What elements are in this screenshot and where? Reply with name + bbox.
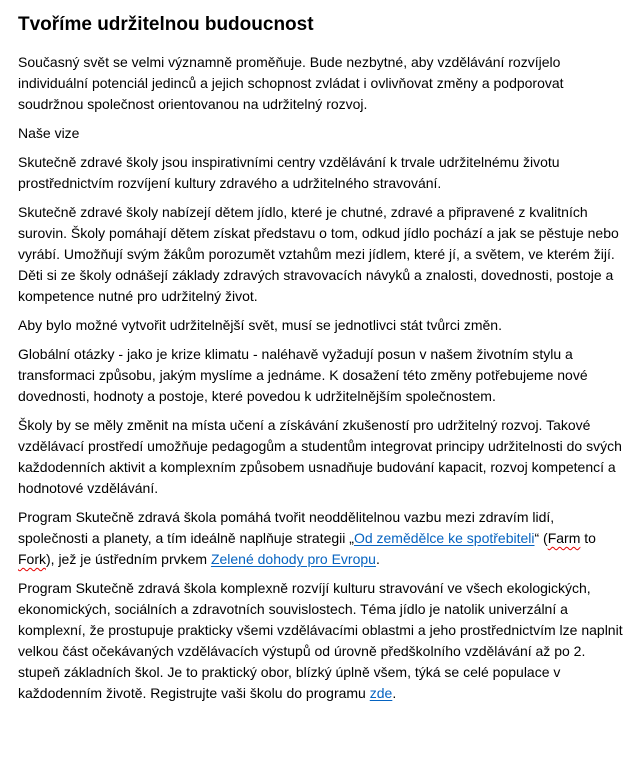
hyperlink[interactable]: zde [369,685,393,701]
text-run: Skutečně zdravé školy nabízejí dětem jídlo, které je chutné, zdravé a připravené z kvalitních surovin. Školy pomáhají dětem získat představu o tom, odkud jídlo pochází a jak se pěstuje nebo vyrábí. Umožňují svým žákům porozumět vztahům mezi jídlem, které jí, a světem, ve kterém žijí. Děti si ze školy odnášejí základy zdravých stravovacích návyků a znalosti, dovednosti, postoje a kompetence nutné pro udržitelný život. [18,204,619,304]
misspelled-word: Farm [547,530,581,546]
text-run: Školy by se měly změnit na místa učení a získávání zkušeností pro udržitelný rozvoj. Takové vzdělávací prostředí umožňuje pedagogům a studentům integrovat principy udržitelnosti do svých každodenních aktivit a komplexním způsobem usnadňuje budování kapacit, rozvoj kompetencí a hodnotové vzdělávání. [18,417,622,496]
text-run: Naše vize [18,125,80,141]
paragraph [18,123,625,144]
text-run: to [580,530,596,546]
text-run: ), jež je ústředním prvkem [46,551,211,567]
text-run: Program Skutečně zdravá škola komplexně rozvíjí kulturu stravování ve všech ekologických, ekonomických, sociálních a zdravotních souvislostech. Téma jídlo je natolik univerzální a komplexní, že prostupuje prakticky všemi vzdělávacími oblastmi a jeho prostřednictvím lze naplnit velkou část očekávaných vzdělávacích výstupů od úrovně předškolního vzdělávání až po 2. stupeň základních škol. Je to praktický obor, blízký úplně všem, týká se celé populace v každodenním životě. Registrujte vaši školu do programu [18,580,623,701]
text-run: . [392,685,397,701]
paragraph [18,152,625,194]
hyperlink[interactable]: Od zemědělce ke spotřebiteli [353,530,535,546]
hyperlink[interactable]: Zelené dohody pro Evropu [210,551,376,567]
text-run: “ ( [534,530,548,546]
paragraph [18,507,625,570]
paragraph [18,202,625,307]
text-run: Současný svět se velmi významně proměňuje. Bude nezbytné, aby vzdělávání rozvíjelo individuální potenciál jedinců a jejich schopnost zvládat i ovlivňovat změny a podporovat soudržnou společnost orientovanou na udržitelný rozvoj. [18,54,564,112]
text-run: . [375,551,380,567]
document-title: Tvoříme udržitelnou budoucnost [18,14,314,35]
misspelled-word: Fork [18,551,46,567]
paragraph [18,415,625,499]
text-run: Globální otázky - jako je krize klimatu - naléhavě vyžadují posun v našem životním stylu a transformaci způsobu, jakým myslíme a jednáme. K dosažení této změny potřebujeme nové dovednosti, hodnoty a postoje, které povedou k udržitelnějším společnostem. [18,346,588,404]
paragraph [18,344,625,407]
paragraph [18,315,625,336]
document-body [18,52,625,704]
paragraph [18,52,625,115]
paragraph [18,578,625,704]
text-run: Program Skutečně zdravá škola pomáhá tvořit neoddělitelnou vazbu mezi zdravím lidí, společnosti a planety, a tím ideálně naplňuje strategii „ [18,509,555,546]
text-run: Aby bylo možné vytvořit udržitelnější svět, musí se jednotlivci stát tvůrci změn. [18,317,502,333]
text-run: Skutečně zdravé školy jsou inspirativními centry vzdělávání k trvale udržitelnému životu prostřednictvím rozvíjení kultury zdravého a udržitelného stravování. [18,154,560,191]
